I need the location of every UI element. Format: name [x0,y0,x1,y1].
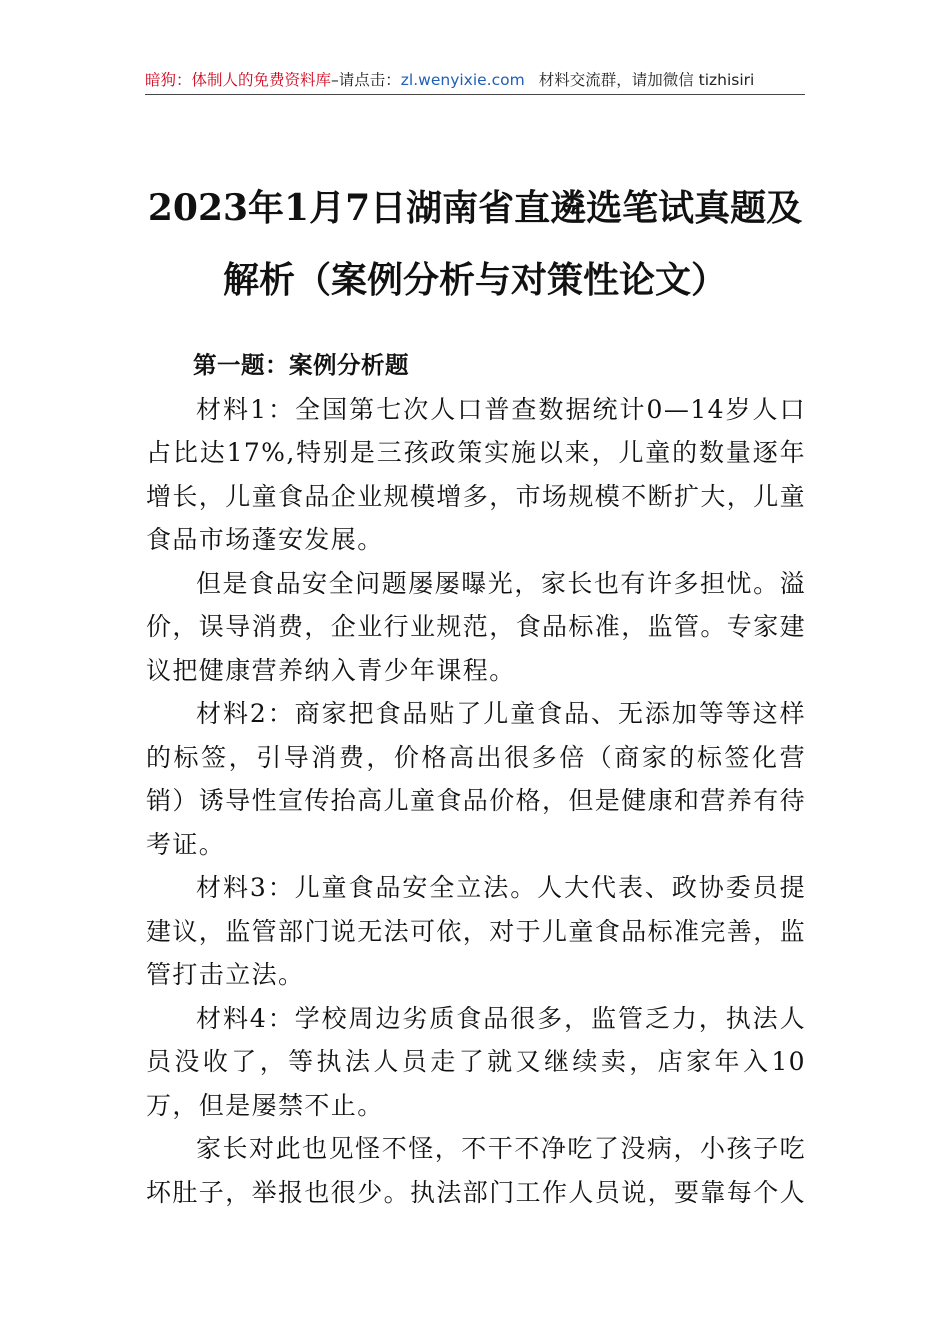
paragraph-material-3: 材料3：儿童食品安全立法。人大代表、政协委员提建议，监管部门说无法可依，对于儿童食品标准完善，监管打击立法。 [146,873,807,989]
section-heading: 第一题：案例分析题 [193,351,409,379]
paragraph-material-1: 材料1：全国第七次人口普查数据统计0—14岁人口占比达17%,特别是三孩政策实施以来，儿童的数量逐年增长，儿童食品企业规模增多，市场规模不断扩大，儿童食品市场蓬安发展。 [146,394,807,554]
paragraph-parents: 家长对此也见怪不怪，不干不净吃了没病，小孩子吃坏肚子，举报也很少。执法部门工作人员说，要靠每个人 [146,1134,807,1207]
title-line-2: 解析（案例分析与对策性论文） [222,259,727,301]
document-title [120,172,830,316]
paragraph-concerns: 但是食品安全问题屡屡曝光，家长也有许多担忧。溢价，误导消费，企业行业规范，食品标准，监管。专家建议把健康营养纳入青少年课程。 [146,568,807,685]
header-click-prefix: –请点击： [331,71,401,89]
page-header [145,70,805,95]
paragraph-material-4: 材料4：学校周边劣质食品很多，监管乏力，执法人员没收了，等执法人员走了就又继续卖，店家年入10万，但是屡禁不止。 [146,1003,806,1120]
document-body [146,344,806,1214]
title-line-1: 2023年1月7日湖南省直遴选笔试真题及 [147,187,803,229]
paragraph-material-2: 材料2：商家把食品贴了儿童食品、无添加等等这样的标签，引导消费，价格高出很多倍（商家的标签化营销）诱导性宣传抬高儿童食品价格，但是健康和营养有待考证。 [146,699,807,859]
header-brand: 暗狗：体制人的免费资料库 [145,71,332,89]
header-url-link[interactable]: zl.wenyixie.com [400,71,525,89]
header-wechat-note: 材料交流群，请加微信 tizhisiri [538,71,755,89]
